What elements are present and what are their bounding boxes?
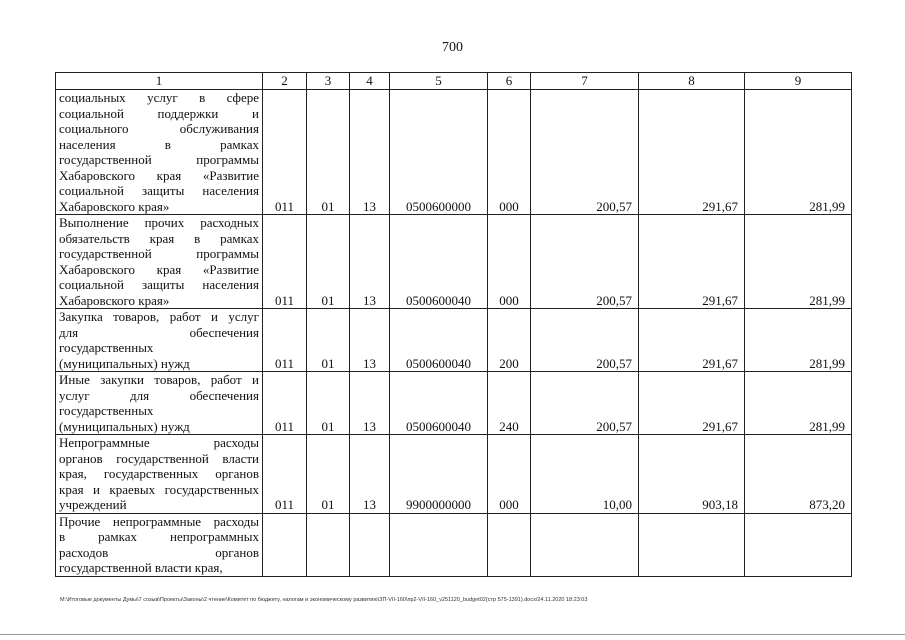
amount-col8: 291,67 (639, 215, 745, 309)
row-description (56, 309, 263, 372)
code-expense-type: 240 (488, 372, 531, 435)
table-row (56, 309, 852, 372)
description-line: органов государственной власти (59, 450, 259, 466)
description-line: учреждений (59, 497, 127, 512)
amount-col8: 291,67 (639, 90, 745, 215)
description-line: государственных (59, 340, 154, 355)
amount-col9: 281,99 (745, 309, 852, 372)
description-line: социальных услуг в сфере (59, 90, 259, 105)
description-line: населения в рамках (59, 136, 259, 152)
description-line: Хабаровского края» (59, 292, 170, 308)
amount-col9: 873,20 (745, 435, 852, 514)
code-target-item: 0500600000 (390, 90, 488, 215)
amount-col9: 281,99 (745, 90, 852, 215)
code-target-item: 9900000000 (390, 435, 488, 514)
row-description (56, 90, 263, 215)
code-section: 01 (307, 215, 350, 309)
description-line: государственных (59, 403, 154, 418)
header-cell: 2 (263, 73, 307, 90)
budget-table (55, 72, 852, 577)
code-section (307, 513, 350, 576)
table-row (56, 215, 852, 309)
amount-col7 (531, 513, 639, 576)
description-line: Непрограммные расходы (59, 435, 259, 450)
description-line: Прочие непрограммные расходы (59, 513, 259, 529)
description-line: социального обслуживания (59, 121, 259, 136)
code-ministry: 011 (263, 215, 307, 309)
code-section: 01 (307, 372, 350, 435)
header-cell: 1 (56, 73, 263, 90)
header-cell: 6 (488, 73, 531, 90)
file-path-footer: M:\Итоговые документы Думы\7 созыв\Проекты\Законы\2 чтение\Комитет по бюджету, налогам и экономическому развитию\ЗП-VII-160\пр2-VII-160_v251120_budget02(стр 575-1391).docx/24.11.2020 18:23:03 (60, 597, 588, 603)
amount-col8: 903,18 (639, 435, 745, 514)
description-line: Закупка товаров, работ и услуг (59, 309, 259, 324)
amount-col9: 281,99 (745, 372, 852, 435)
amount-col8: 291,67 (639, 372, 745, 435)
row-description (56, 372, 263, 435)
description-line: Выполнение прочих расходных (59, 215, 259, 230)
code-subsection (350, 513, 390, 576)
header-cell: 4 (350, 73, 390, 90)
amount-col7: 200,57 (531, 215, 639, 309)
header-cell: 7 (531, 73, 639, 90)
row-description (56, 435, 263, 514)
code-expense-type (488, 513, 531, 576)
description-line: (муниципальных) нужд (59, 355, 190, 371)
code-subsection: 13 (350, 372, 390, 435)
code-target-item (390, 513, 488, 576)
amount-col7: 10,00 (531, 435, 639, 514)
page-divider (0, 634, 905, 635)
description-line: в рамках непрограммных (59, 529, 259, 544)
code-ministry: 011 (263, 309, 307, 372)
code-expense-type: 000 (488, 215, 531, 309)
code-target-item: 0500600040 (390, 215, 488, 309)
table-row (56, 372, 852, 435)
table-row (56, 513, 852, 576)
description-line: государственной программы (59, 246, 259, 261)
description-line: социальной поддержки и (59, 105, 259, 121)
description-line: для обеспечения (59, 324, 259, 340)
description-line: расходов органов (59, 544, 259, 560)
amount-col9: 281,99 (745, 215, 852, 309)
code-ministry: 011 (263, 372, 307, 435)
amount-col7: 200,57 (531, 309, 639, 372)
code-subsection: 13 (350, 90, 390, 215)
code-target-item: 0500600040 (390, 309, 488, 372)
description-line: государственной власти края, (59, 560, 223, 575)
description-line: обязательств края в рамках (59, 230, 259, 246)
table-row (56, 90, 852, 215)
code-ministry (263, 513, 307, 576)
code-section: 01 (307, 435, 350, 514)
amount-col8: 291,67 (639, 309, 745, 372)
code-section: 01 (307, 90, 350, 215)
code-subsection: 13 (350, 215, 390, 309)
code-ministry: 011 (263, 90, 307, 215)
description-line: услуг для обеспечения (59, 387, 259, 403)
description-line: государственной программы (59, 152, 259, 167)
description-line: социальной защиты населения (59, 277, 259, 292)
code-expense-type: 000 (488, 90, 531, 215)
header-cell: 5 (390, 73, 488, 90)
description-line: (муниципальных) нужд (59, 418, 190, 434)
code-section: 01 (307, 309, 350, 372)
code-subsection: 13 (350, 309, 390, 372)
amount-col8 (639, 513, 745, 576)
code-target-item: 0500600040 (390, 372, 488, 435)
row-description (56, 513, 263, 576)
description-line: Хабаровского края» (59, 198, 170, 214)
header-cell: 8 (639, 73, 745, 90)
code-expense-type: 200 (488, 309, 531, 372)
table-row (56, 435, 852, 514)
code-expense-type: 000 (488, 435, 531, 514)
description-line: края, государственных органов (59, 466, 259, 481)
description-line: Иные закупки товаров, работ и (59, 372, 259, 387)
code-subsection: 13 (350, 435, 390, 514)
description-line: Хабаровского края «Развитие (59, 167, 259, 183)
description-line: социальной защиты населения (59, 183, 259, 198)
amount-col7: 200,57 (531, 372, 639, 435)
amount-col9 (745, 513, 852, 576)
header-cell: 9 (745, 73, 852, 90)
page-number: 700 (442, 40, 463, 55)
amount-col7: 200,57 (531, 90, 639, 215)
code-ministry: 011 (263, 435, 307, 514)
description-line: края и краевых государственных (59, 481, 259, 497)
description-line: Хабаровского края «Развитие (59, 261, 259, 277)
header-cell: 3 (307, 73, 350, 90)
row-description (56, 215, 263, 309)
header-row (56, 73, 852, 90)
